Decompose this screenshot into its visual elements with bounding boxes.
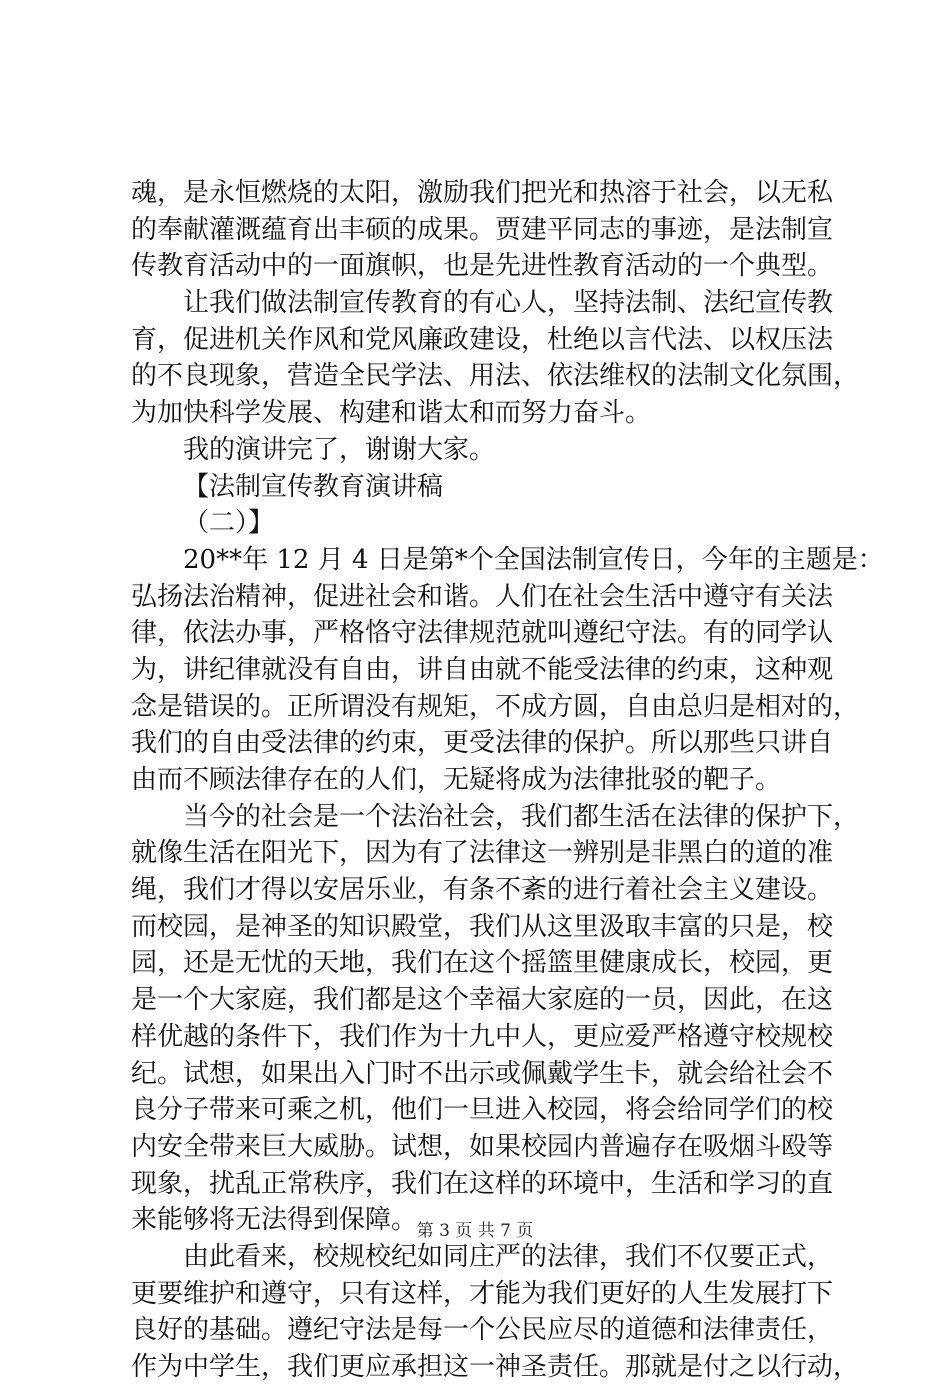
text-line: 样优越的条件下，我们作为十九中人，更应爱严格遵守校规校 bbox=[131, 1021, 834, 1052]
text-line: 而校园，是神圣的知识殿堂，我们从这里汲取丰富的只是，校 bbox=[131, 911, 834, 942]
text-line: 念是错误的。正所谓没有规矩，不成方圆，自由总归是相对的， bbox=[131, 691, 860, 722]
text-line: 园，还是无忧的天地，我们在这个摇篮里健康成长，校园，更 bbox=[131, 948, 834, 979]
text-line: 育，促进机关作风和党风廉政建设，杜绝以言代法、以权压法 bbox=[131, 324, 834, 355]
text-line: 为加快科学发展、构建和谐太和而努力奋斗。 bbox=[131, 398, 652, 429]
text-line: （二）】 bbox=[183, 508, 275, 539]
text-line: 的奉献灌溉蕴育出丰硕的成果。贾建平同志的事迹，是法制宣 bbox=[131, 214, 834, 245]
text-line: 由此看来，校规校纪如同庄严的法律，我们不仅要正式， bbox=[183, 1241, 834, 1272]
text-line: 是一个大家庭，我们都是这个幸福大家庭的一员，因此，在这 bbox=[131, 985, 834, 1016]
text-line: 绳，我们才得以安居乐业，有条不紊的进行着社会主义建设。 bbox=[131, 875, 834, 906]
text-line: 【法制宣传教育演讲稿 bbox=[183, 471, 444, 502]
text-line: 内安全带来巨大威胁。试想，如果校园内普遍存在吸烟斗殴等 bbox=[131, 1131, 834, 1162]
text-line: 当今的社会是一个法治社会，我们都生活在法律的保护下， bbox=[183, 801, 860, 832]
text-line: 良分子带来可乘之机，他们一旦进入校园，将会给同学们的校 bbox=[131, 1095, 834, 1126]
text-line: 20**年 12 月 4 日是第*个全国法制宣传日，今年的主题是： bbox=[183, 544, 884, 575]
text-line: 作为中学生，我们更应承担这一神圣责任。那就是付之以行动， bbox=[131, 1352, 860, 1382]
text-line: 来能够将无法得到保障。 bbox=[131, 1205, 418, 1236]
text-line: 传教育活动中的一面旗帜，也是先进性教育活动的一个典型。 bbox=[131, 251, 834, 282]
text-line: 我们的自由受法律的约束，更受法律的保护。所以那些只讲自 bbox=[131, 728, 834, 759]
text-line: 为，讲纪律就没有自由，讲自由就不能受法律的约束，这种观 bbox=[131, 654, 834, 685]
text-line: 更要维护和遵守，只有这样，才能为我们更好的人生发展打下 bbox=[131, 1278, 834, 1309]
document-body bbox=[131, 175, 884, 1386]
text-line: 现象，扰乱正常秩序，我们在这样的环境中，生活和学习的直 bbox=[131, 1168, 834, 1199]
text-line: 我的演讲完了，谢谢大家。 bbox=[183, 434, 496, 465]
text-line: 就像生活在阳光下，因为有了法律这一辨别是非黑白的道的准 bbox=[131, 838, 834, 869]
text-line: 纪。试想，如果出入门时不出示或佩戴学生卡，就会给社会不 bbox=[131, 1058, 834, 1089]
text-line: 的不良现象，营造全民学法、用法、依法维权的法制文化氛围， bbox=[131, 361, 860, 392]
text-line: 良好的基础。遵纪守法是每一个公民应尽的道德和法律责任， bbox=[131, 1315, 834, 1346]
text-line: 律，依法办事，严格恪守法律规范就叫遵纪守法。有的同学认 bbox=[131, 618, 834, 649]
text-line: 由而不顾法律存在的人们，无疑将成为法律批驳的靶子。 bbox=[131, 765, 782, 795]
page-footer: 第 3 页 共 7 页 bbox=[416, 1221, 534, 1241]
text-line: 魂，是永恒燃烧的太阳，激励我们把光和热溶于社会，以无私 bbox=[131, 178, 834, 208]
text-line: 让我们做法制宣传教育的有心人，坚持法制、法纪宣传教 bbox=[183, 288, 834, 319]
text-line: 弘扬法治精神，促进社会和谐。人们在社会生活中遵守有关法 bbox=[131, 581, 834, 612]
